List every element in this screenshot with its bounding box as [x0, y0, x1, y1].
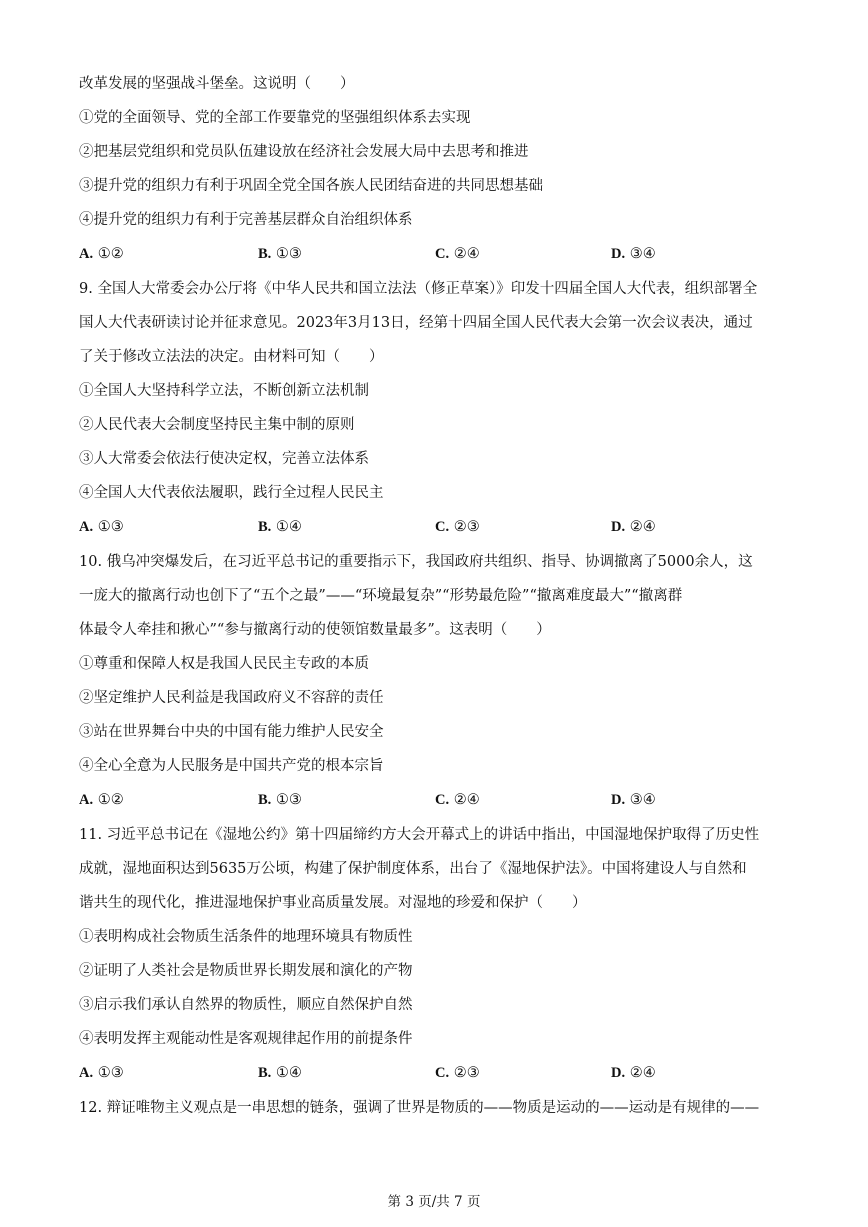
- question-8-option-c: C. ②④: [435, 246, 480, 262]
- question-9-option-b: B. ①④: [258, 519, 302, 535]
- question-9-statement-1: ①全国人大坚持科学立法，不断创新立法机制: [79, 383, 369, 399]
- question-8-statement-4: ④提升党的组织力有利于完善基层群众自治组织体系: [79, 212, 413, 228]
- question-8-stem-tail: 改革发展的坚强战斗堡垒。这说明（ ）: [79, 76, 355, 92]
- question-10-options: [79, 790, 791, 810]
- question-9-statement-4: ④全国人大代表依法履职，践行全过程人民民主: [79, 485, 384, 501]
- question-8-option-b: B. ①③: [258, 246, 302, 262]
- question-8-statement-1: ①党的全面领导、党的全部工作要靠党的坚强组织体系去实现: [79, 110, 471, 126]
- question-10-option-a: A. ①②: [79, 792, 124, 808]
- page-footer-number: 第 3 页/共 7 页: [387, 1194, 481, 1210]
- question-10-statement-4: ④全心全意为人民服务是中国共产党的根本宗旨: [79, 758, 384, 774]
- question-9-option-c: C. ②③: [435, 519, 480, 535]
- question-8-statement-3: ③提升党的组织力有利于巩固全党全国各族人民团结奋进的共同思想基础: [79, 178, 543, 194]
- question-9-options: [79, 517, 791, 537]
- question-10-option-b: B. ①③: [258, 792, 302, 808]
- question-9-option-d: D. ②④: [611, 519, 656, 535]
- question-11-option-b: B. ①④: [258, 1065, 302, 1081]
- question-8-option-d: D. ③④: [611, 246, 656, 262]
- question-10-statement-2: ②坚定维护人民利益是我国政府义不容辞的责任: [79, 690, 384, 706]
- question-10-stem-line-2: 一庞大的撤离行动也创下了“五个之最”——“环境最复杂”“形势最危险”“撤离难度最大”“撤离群: [79, 588, 683, 604]
- question-9-stem-line-3: 了关于修改立法法的决定。由材料可知（ ）: [79, 349, 384, 365]
- question-11-stem-line-1: 11. 习近平总书记在《湿地公约》第十四届缔约方大会开幕式上的讲话中指出，中国湿地保护取得了历史性: [79, 827, 760, 843]
- question-9-stem-line-1: 9. 全国人大常委会办公厅将《中华人民共和国立法法（修正草案）》印发十四届全国人大代表，组织部署全: [79, 281, 758, 297]
- question-11-options: [79, 1063, 791, 1083]
- question-11-statement-3: ③启示我们承认自然界的物质性，顺应自然保护自然: [79, 997, 413, 1013]
- question-11-option-d: D. ②④: [611, 1065, 656, 1081]
- question-8-statement-2: ②把基层党组织和党员队伍建设放在经济社会发展大局中去思考和推进: [79, 144, 529, 160]
- question-8-option-a: A. ①②: [79, 246, 124, 262]
- question-10-option-d: D. ③④: [611, 792, 656, 808]
- question-12-stem-line-1: 12. 辩证唯物主义观点是一串思想的链条，强调了世界是物质的——物质是运动的——运动是有规律的——: [79, 1100, 760, 1116]
- question-9-statement-2: ②人民代表大会制度坚持民主集中制的原则: [79, 417, 355, 433]
- question-9-statement-3: ③人大常委会依法行使决定权，完善立法体系: [79, 451, 369, 467]
- question-8-options: [79, 244, 791, 264]
- question-10-option-c: C. ②④: [435, 792, 480, 808]
- question-11-option-c: C. ②③: [435, 1065, 480, 1081]
- question-10-stem-line-1: 10. 俄乌冲突爆发后，在习近平总书记的重要指示下，我国政府共组织、指导、协调撤离了5000余人，这: [79, 554, 753, 570]
- question-11-statement-1: ①表明构成社会物质生活条件的地理环境具有物质性: [79, 929, 413, 945]
- question-10-statement-1: ①尊重和保障人权是我国人民民主专政的本质: [79, 656, 369, 672]
- question-10-stem-line-3: 体最令人牵挂和揪心”“参与撤离行动的使领馆数量最多”。这表明（ ）: [79, 622, 551, 638]
- question-11-stem-line-3: 谐共生的现代化，推进湿地保护事业高质量发展。对湿地的珍爱和保护（ ）: [79, 895, 587, 911]
- question-11-statement-4: ④表明发挥主观能动性是客观规律起作用的前提条件: [79, 1031, 413, 1047]
- question-9-option-a: A. ①③: [79, 519, 124, 535]
- question-10-statement-3: ③站在世界舞台中央的中国有能力维护人民安全: [79, 724, 384, 740]
- question-11-statement-2: ②证明了人类社会是物质世界长期发展和演化的产物: [79, 963, 413, 979]
- question-11-stem-line-2: 成就，湿地面积达到5635万公顷，构建了保护制度体系，出台了《湿地保护法》。中国将建设人与自然和: [79, 861, 747, 877]
- question-9-stem-line-2: 国人大代表研读讨论并征求意见。2023年3月13日，经第十四届全国人民代表大会第一次会议表决，通过: [79, 315, 753, 331]
- question-11-option-a: A. ①③: [79, 1065, 124, 1081]
